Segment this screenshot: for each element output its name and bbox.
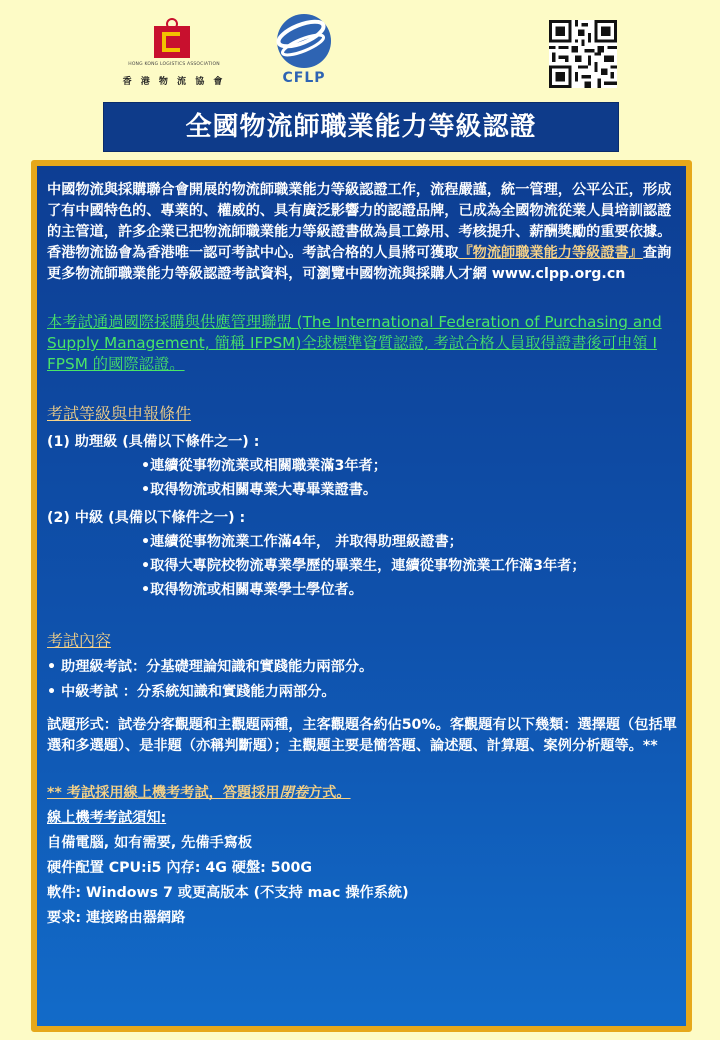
- online-note-italic: 閉卷: [279, 785, 308, 801]
- intro-text-after[interactable]: 查詢更多物流師職業能力等級認證考試資料，可瀏覽中國物流與採購人才網 www.clpp.org.cn: [47, 245, 672, 282]
- hkla-logo: [118, 14, 230, 92]
- page-title: 全國物流師職業能力等級認證: [103, 102, 619, 152]
- online-requirement: 軟件: Windows 7 或更高版本 (不支持 mac 操作系統): [47, 885, 409, 901]
- certificate-highlight: 『物流師職業能力等級證書』: [458, 245, 643, 261]
- qr-code-icon[interactable]: [549, 20, 617, 88]
- cflp-logo: [268, 12, 340, 90]
- online-requirement: 自備電腦, 如有需要, 先備手寫板: [47, 835, 253, 851]
- intermediate-level-label: (2) 中級 (具備以下條件之一) :: [47, 510, 246, 526]
- content-heading: 考試內容: [47, 631, 112, 650]
- online-exam-heading: 線上機考考試須知:: [47, 810, 167, 826]
- info-content: [47, 180, 681, 929]
- cflp-globe-icon: [274, 12, 334, 70]
- hkla-logo-text-en: HONG KONG LOGISTICS ASSOCIATION: [128, 62, 220, 67]
- online-note-suffix: 方式。: [307, 785, 351, 801]
- header: [0, 0, 720, 100]
- info-panel: [31, 160, 692, 1032]
- assistant-condition: •取得物流或相關專業大專畢業證書。: [141, 482, 378, 498]
- content-line: • 助理級考試：分基礎理論知識和實踐能力兩部分。: [47, 659, 374, 675]
- exam-format: 試題形式：試卷分客觀題和主觀題兩種，主客觀題各約佔50%。客觀題有以下幾類：選擇題（包括單選和多選題）、是非題（亦稱判斷題）；主觀題主要是簡答題、論述題、計算題、案例分析題等。**: [47, 717, 677, 754]
- online-requirement: 要求: 連接路由器網路: [47, 910, 186, 926]
- online-exam-note: [47, 783, 681, 804]
- assistant-level-label: (1) 助理級 (具備以下條件之一) :: [47, 434, 260, 450]
- cflp-logo-text: CFLP: [282, 70, 326, 86]
- intermediate-condition: •連續從事物流業工作滿4年， 并取得助理級證書；: [141, 534, 463, 550]
- online-note-prefix: ** 考試採用線上機考考試，答題採用: [47, 785, 280, 801]
- hkla-logo-icon: [152, 18, 192, 60]
- content-line: • 中級考試 ：分系統知識和實踐能力兩部分。: [47, 684, 336, 700]
- ifpsm-note: 本考試通過國際採購與供應管理聯盟 (The International Federation of Purchasing and Supply Management, 簡稱 IFPSM)全球標準資質認證, 考試合格人員取得證書後可申領 I FPSM 的國際認證。: [47, 313, 662, 373]
- assistant-condition: •連續從事物流業或相關職業滿3年者；: [141, 458, 387, 474]
- intermediate-condition: •取得物流或相關專業學士學位者。: [141, 582, 363, 598]
- intro-text: 中國物流與採購聯合會開展的物流師職業能力等級認證工作，流程嚴謹，統一管理，公平公正，形成了有中國特色的、專業的、權威的、具有廣泛影響力的認證品牌，已成為全國物流從業人員培訓認證的主管道，許多企業已把物流師職業能力等級證書做為員工錄用、考核提升、薪酬獎勵的重要依據。香港物流協會為香港唯一認可考試中心。考試合格的人員將可獲取: [47, 182, 672, 261]
- hkla-logo-text-zh: 香 港 物 流 協 會: [122, 77, 226, 87]
- online-requirement: 硬件配置 CPU:i5 內存: 4G 硬盤: 500G: [47, 860, 313, 876]
- intermediate-condition: •取得大專院校物流專業學歷的畢業生，連續從事物流業工作滿3年者；: [141, 558, 586, 574]
- levels-heading: 考試等級與申報條件: [47, 404, 192, 423]
- intro-paragraph: [47, 180, 681, 285]
